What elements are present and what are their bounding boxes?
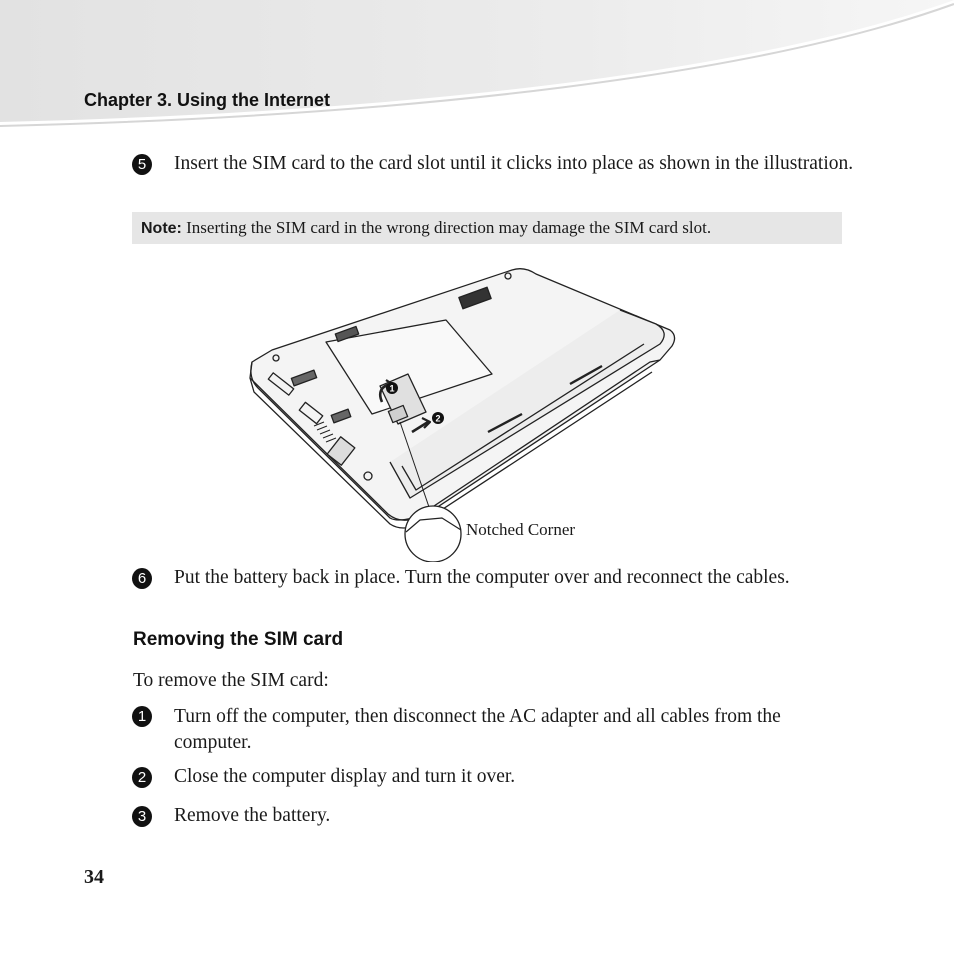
step-number-badge: 6	[132, 568, 152, 589]
step-number-badge: 1	[132, 706, 152, 727]
laptop-bottom-illustration	[240, 262, 680, 562]
step-text: Close the computer display and turn it over.	[174, 766, 516, 787]
step-text: Insert the SIM card to the card slot until it clicks into place as shown in the illustration.	[174, 153, 854, 174]
notched-corner-label: Notched Corner	[466, 520, 576, 539]
step-text: Put the battery back in place. Turn the computer over and reconnect the cables.	[174, 567, 790, 588]
step-number-badge: 3	[132, 806, 152, 827]
step-text: Turn off the computer, then disconnect the AC adapter and all cables from the computer.	[174, 706, 781, 753]
step-marker-2: 2	[435, 413, 441, 424]
chapter-title: Chapter 3. Using the Internet	[84, 90, 331, 110]
step-text: Remove the battery.	[174, 805, 331, 826]
header-band	[0, 0, 954, 140]
step-number-badge: 2	[132, 767, 152, 788]
note-label: Note:	[141, 220, 182, 237]
step-marker-1: 1	[389, 383, 395, 394]
section-title: Removing the SIM card	[133, 629, 344, 650]
step-number-badge: 5	[132, 154, 152, 175]
note-text: Inserting the SIM card in the wrong direction may damage the SIM card slot.	[186, 218, 712, 237]
section-intro: To remove the SIM card:	[133, 670, 329, 691]
note-box	[132, 212, 842, 244]
page-number: 34	[84, 866, 104, 888]
